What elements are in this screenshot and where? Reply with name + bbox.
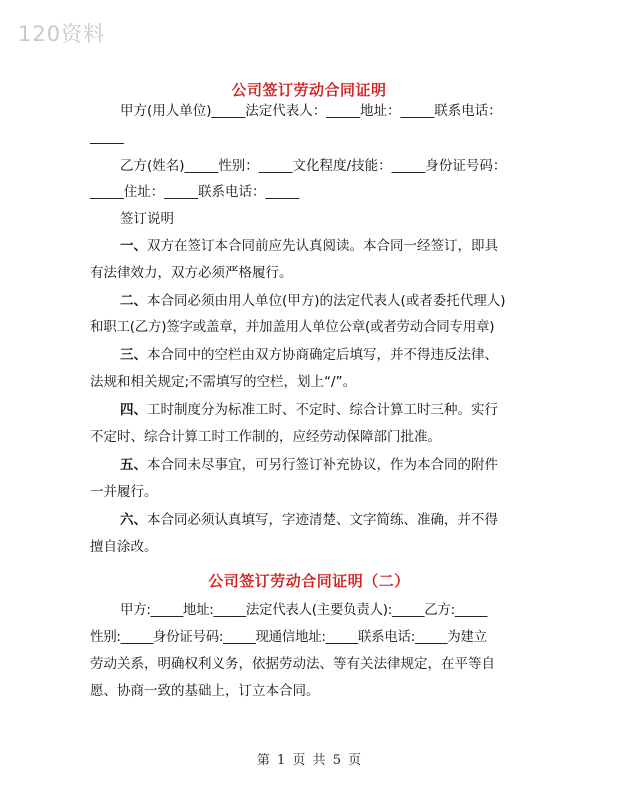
list-item-continuation: 不定时、综合计算工时工作制的，应经劳动保障部门批准。 xyxy=(90,429,441,445)
page-footer: 第 1 页 共 5 页 xyxy=(256,753,362,768)
list-item-continuation: 法规和相关规定;不需填写的空栏，划上“/”。 xyxy=(90,374,357,390)
list-item xyxy=(120,511,498,529)
item-number: 三、 xyxy=(120,347,147,363)
contract-line: 性别:_____身份证号码:_____现通信地址:_____联系电话:_____为建立 xyxy=(90,629,487,645)
item-text: 双方在签订本合同前应先认真阅读。本合同一经签订，即具 xyxy=(147,238,498,254)
contract-line: 劳动关系，明确权利义务，依据劳动法、等有关法律规定，在平等自 xyxy=(90,656,495,672)
item-number: 六、 xyxy=(120,512,147,528)
list-item xyxy=(120,237,498,255)
list-item-continuation: 有法律效力，双方必须严格履行。 xyxy=(90,265,293,281)
item-text: 本合同未尽事宜，可另行签订补充协议，作为本合同的附件 xyxy=(147,457,498,473)
section-title: 公司签订劳动合同证明（二） xyxy=(208,572,410,590)
party-a-continuation: _____ xyxy=(90,129,124,145)
item-number: 二、 xyxy=(120,293,147,309)
party-a-line: 甲方(用人单位)_____法定代表人：_____地址：_____联系电话： xyxy=(120,103,502,119)
contract-line: 甲方:_____地址:_____法定代表人(主要负责人):_____乙方:_____ xyxy=(120,602,488,618)
item-number: 一、 xyxy=(120,238,147,254)
item-text: 本合同必须由用人单位(甲方)的法定代表人(或者委托代理人) xyxy=(147,293,506,309)
list-item xyxy=(120,292,506,310)
document-title: 公司签订劳动合同证明 xyxy=(231,81,387,99)
notes-heading: 签订说明 xyxy=(120,211,174,227)
list-item-continuation: 和职工(乙方)签字或盖章，并加盖用人单位公章(或者劳动合同专用章) xyxy=(90,319,495,335)
list-item xyxy=(120,401,498,419)
party-b-continuation: _____住址：_____联系电话：_____ xyxy=(90,184,300,200)
item-number: 四、 xyxy=(120,402,147,418)
item-text: 工时制度分为标准工时、不定时、综合计算工时三种。实行 xyxy=(147,402,498,418)
list-item xyxy=(120,346,498,364)
item-text: 本合同必须认真填写，字迹清楚、文字简练、准确，并不得 xyxy=(147,512,498,528)
list-item xyxy=(120,456,498,474)
list-item-continuation: 擅自涂改。 xyxy=(90,539,158,555)
item-text: 本合同中的空栏由双方协商确定后填写，并不得违反法律、 xyxy=(147,347,498,363)
contract-line: 愿、协商一致的基础上，订立本合同。 xyxy=(90,683,320,699)
list-item-continuation: 一并履行。 xyxy=(90,484,158,500)
item-number: 五、 xyxy=(120,457,147,473)
party-b-line: 乙方(姓名)_____性别：_____文化程度/技能：_____身份证号码： xyxy=(120,158,507,174)
watermark: 120资料 xyxy=(18,22,106,46)
